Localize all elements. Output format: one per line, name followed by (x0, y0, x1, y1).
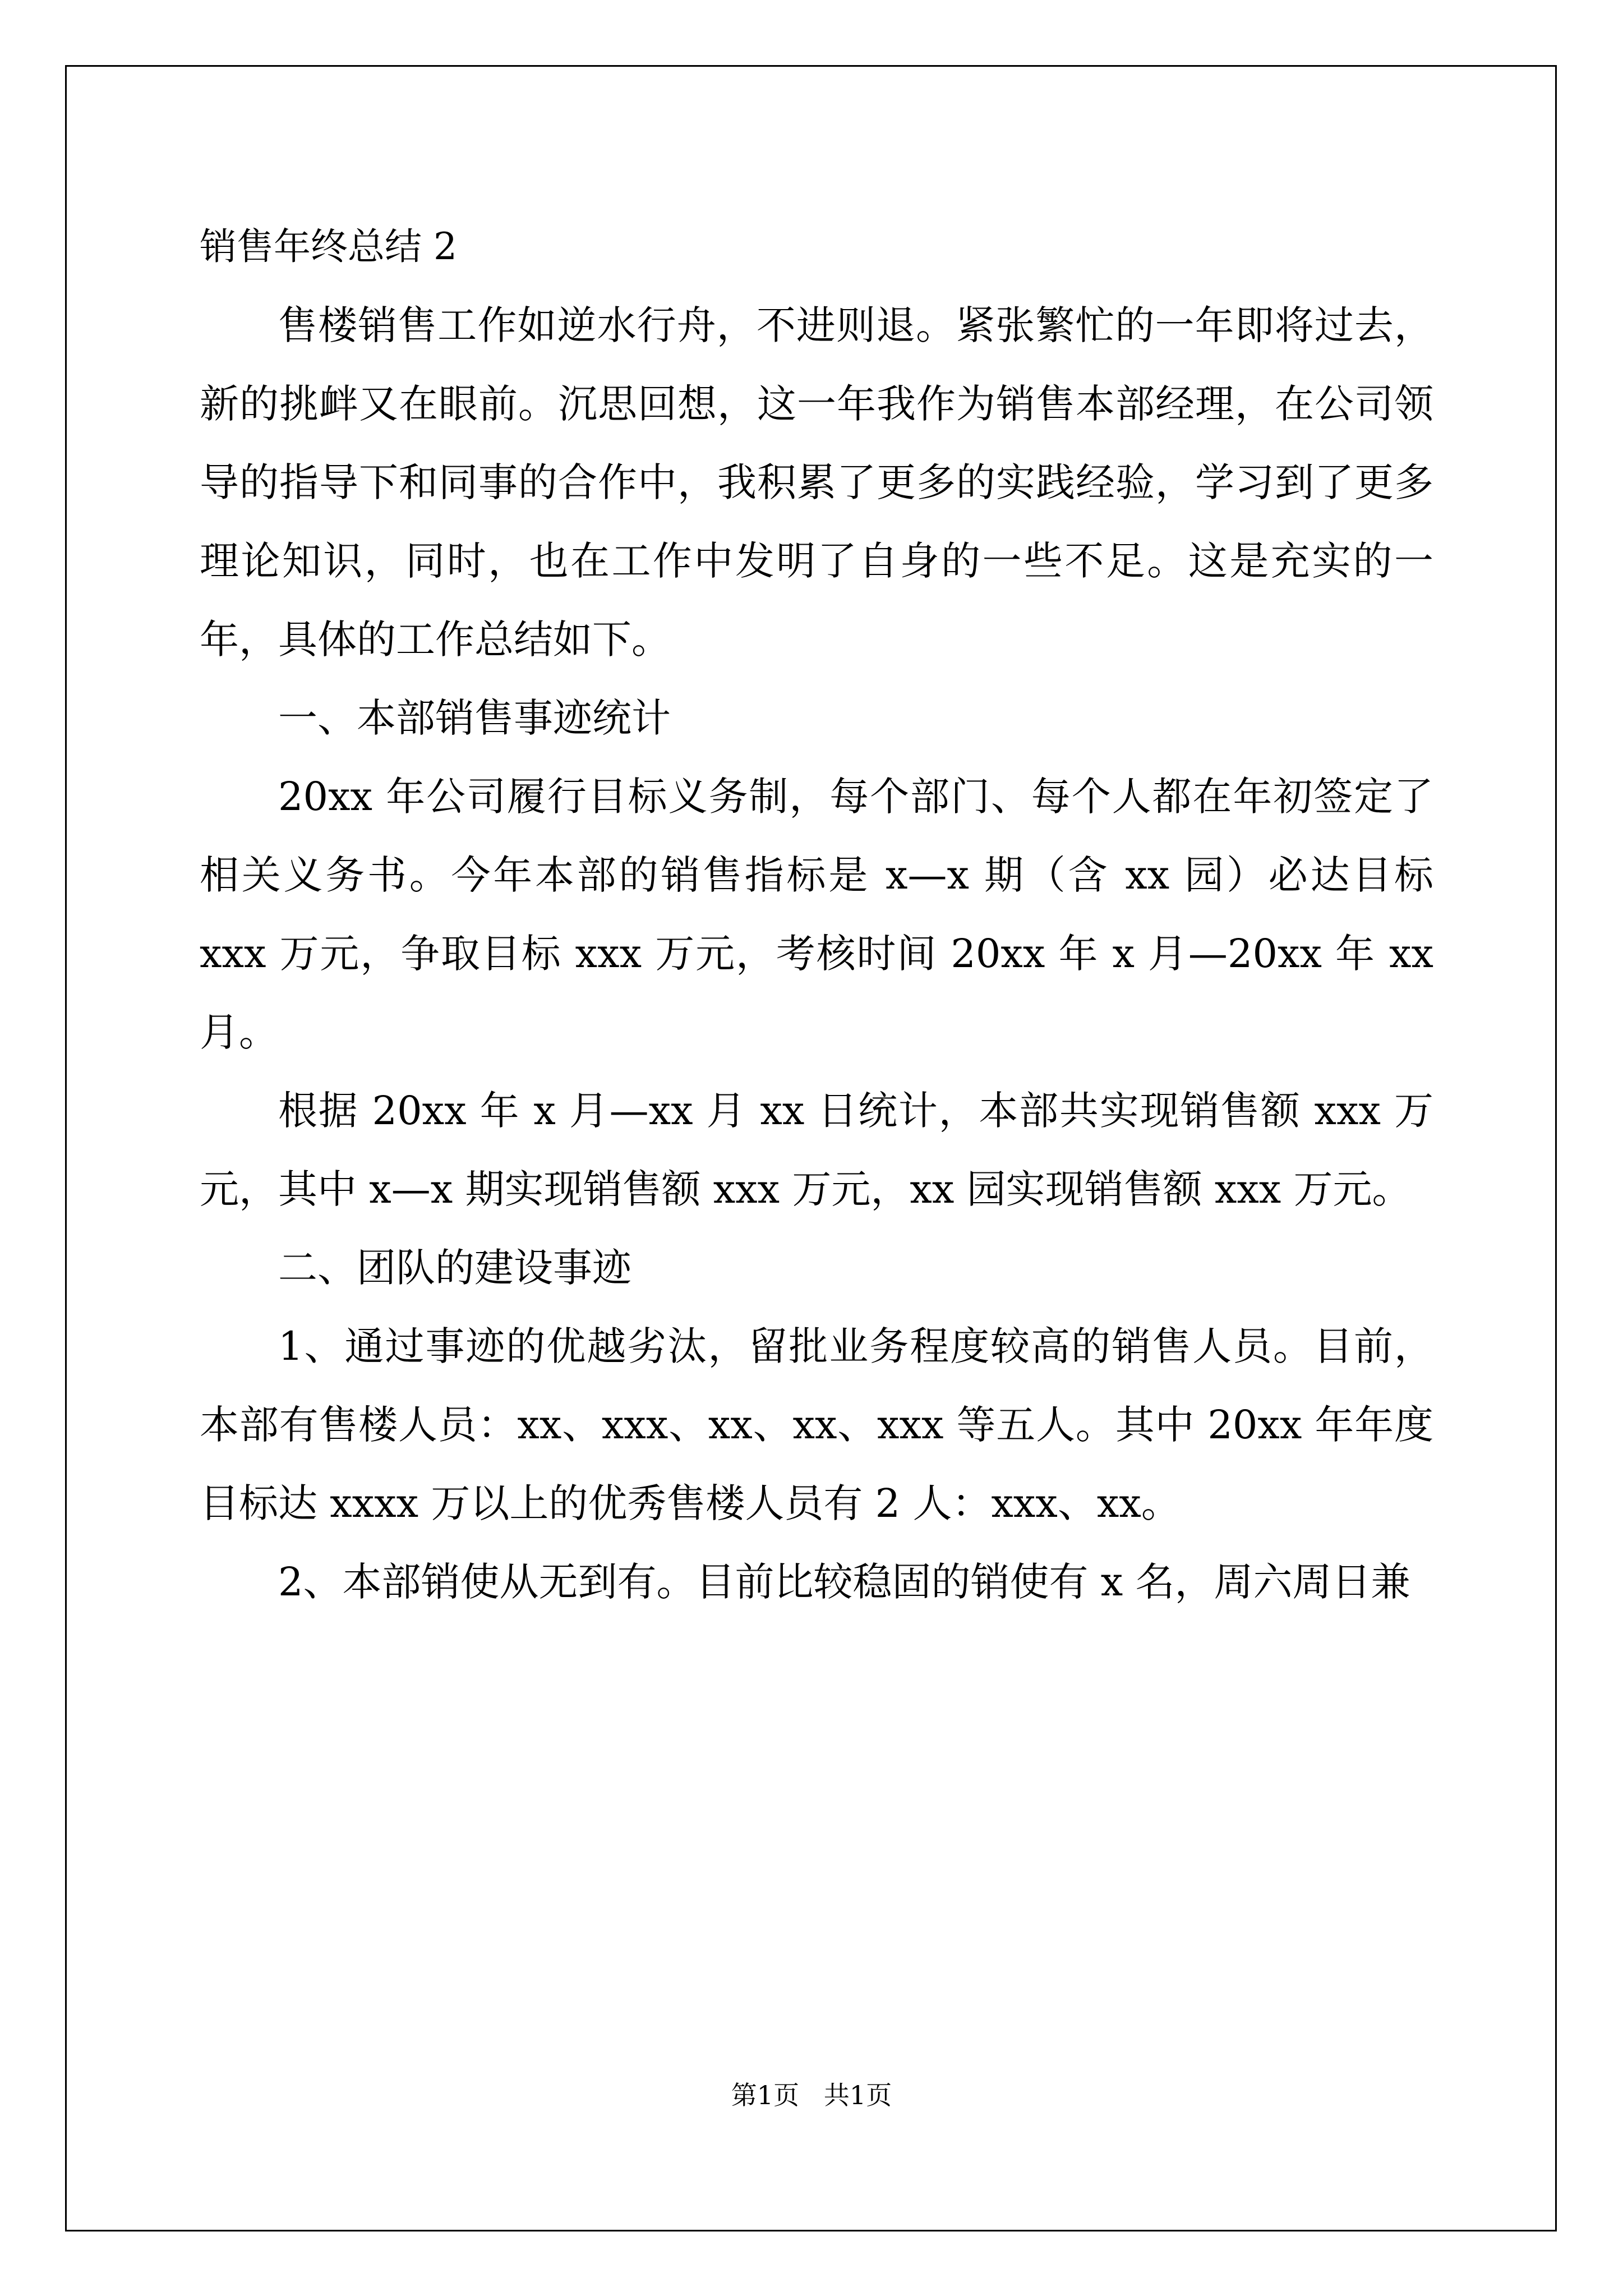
document-title: 销售年终总结 2 (200, 225, 457, 268)
section-heading-team-building: 二、团队的建设事迹 (278, 1245, 631, 1291)
paragraph-team-item-1: 1、通过事迹的优越劣汰，留批业务程度较高的销售人员。目前，本部有售楼人员：xx、xxx、xx、xx、xxx 等五人。其中 20xx 年年度目标达 xxxx 万以上的优秀售楼人员有 2 人：xxx、xx。 (200, 1323, 1433, 1526)
paragraph-team-item-2: 2、本部销使从无到有。目前比较稳固的销使有 x 名，周六周日兼 (278, 1559, 1410, 1605)
paragraph-targets: 20xx 年公司履行目标义务制，每个部门、每个人都在年初签定了相关义务书。今年本部的销售指标是 x—x 期（含 xx 园）必达目标 xxx 万元，争取目标 xxx 万元，考核时间 20xx 年 x 月—20xx 年 xx 月。 (200, 774, 1433, 1055)
paragraph-intro: 售楼销售工作如逆水行舟，不进则退。紧张繁忙的一年即将过去，新的挑衅又在眼前。沉思回想，这一年我作为销售本部经理，在公司领导的指导下和同事的合作中，我积累了更多的实践经验，学习到了更多理论知识，同时，也在工作中发明了自身的一些不足。这是充实的一年，具体的工作总结如下。 (200, 302, 1433, 662)
document-body (200, 208, 1433, 1621)
section-heading-sales-stats: 一、本部销售事迹统计 (278, 695, 671, 741)
page-footer: 第1页 共1页 (731, 2080, 892, 2110)
paragraph-statistics: 根据 20xx 年 x 月—xx 月 xx 日统计，本部共实现销售额 xxx 万元，其中 x—x 期实现销售额 xxx 万元，xx 园实现销售额 xxx 万元。 (200, 1088, 1433, 1212)
